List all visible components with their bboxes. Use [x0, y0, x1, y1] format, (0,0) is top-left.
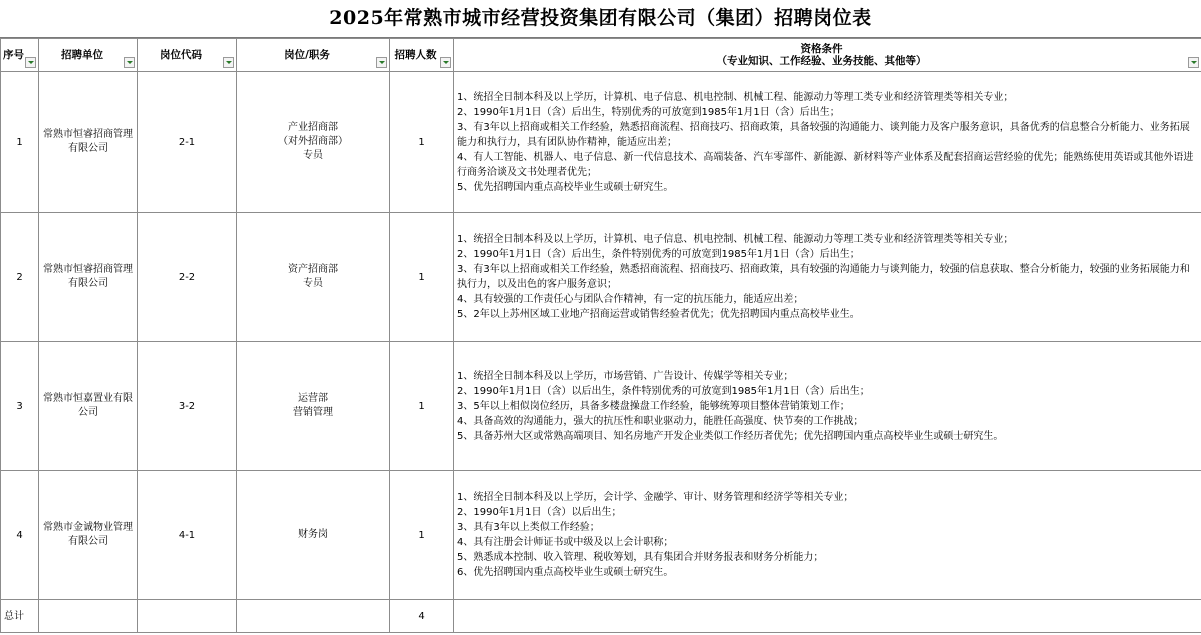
condition-line: 5、2年以上苏州区域工业地产招商运营或销售经验者优先；优先招聘国内重点高校毕业生。 [457, 309, 860, 320]
header-conditions [454, 39, 1201, 72]
unit-cell: 常熟市恒睿招商管理有限公司 [39, 213, 138, 342]
condition-line: 5、优先招聘国内重点高校毕业生或硕士研究生。 [457, 181, 674, 193]
condition-line: 3、有3年以上招商或相关工作经验，熟悉招商流程、招商技巧、招商政策，具备较强的沟通能力、谈判能力及客户服务意识，具备优秀的信息整合分析能力、业务拓展能力和执行力，具有团队协作精神，能适应出差； [457, 121, 1190, 148]
empty-cell [39, 600, 138, 633]
count-cell: 1 [390, 342, 454, 471]
total-label: 总计 [1, 600, 39, 633]
condition-line: 3、5年以上相似岗位经历，具备多楼盘操盘工作经验，能够统筹项目整体营销策划工作； [457, 400, 850, 412]
condition-line: 1、统招全日制本科及以上学历，会计学、金融学、审计、财务管理和经济学等相关专业； [457, 492, 854, 503]
empty-cell [237, 600, 390, 633]
header-count [390, 39, 454, 72]
condition-line: 4、具有注册会计师证书或中级及以上会计职称； [457, 537, 674, 548]
total-count: 4 [390, 600, 454, 633]
condition-line: 6、优先招聘国内重点高校毕业生或硕士研究生。 [457, 567, 674, 578]
unit-cell: 常熟市金诚物业管理有限公司 [39, 471, 138, 600]
header-code [138, 39, 237, 72]
filter-dropdown-icon[interactable] [376, 57, 387, 68]
condition-line: 1、统招全日制本科及以上学历，计算机、电子信息、机电控制、机械工程、能源动力等理工类专业和经济管理类等相关专业； [457, 234, 1014, 245]
condition-line: 4、有人工智能、机器人、电子信息、新一代信息技术、高端装备、汽车零部件、新能源、新材料等产业体系及配套招商运营经验的优先；能熟练使用英语或其他外语进行商务洽谈及文书处理者优先； [457, 151, 1194, 178]
conditions-cell [454, 471, 1201, 600]
position-line: 营销管理 [293, 407, 333, 418]
total-row [1, 600, 1201, 633]
position-line: 财务岗 [298, 529, 328, 540]
seq-cell: 2 [1, 213, 39, 342]
position-line: 运营部 [298, 393, 328, 404]
condition-line: 2、1990年1月1日（含）后出生，条件特别优秀的可放宽到1985年1月1日（含）后出生； [457, 249, 860, 260]
count-cell: 1 [390, 72, 454, 213]
position-line: （对外招商部） [278, 136, 348, 147]
table-row [1, 72, 1201, 213]
condition-line: 1、统招全日制本科及以上学历，市场营销、广告设计、传媒学等相关专业； [457, 370, 794, 382]
filter-dropdown-icon[interactable] [223, 57, 234, 68]
recruitment-table [0, 38, 1201, 633]
filter-dropdown-icon[interactable] [124, 57, 135, 68]
condition-line: 2、1990年1月1日（含）以后出生，条件特别优秀的可放宽到1985年1月1日（含）后出生； [457, 385, 870, 397]
empty-cell [138, 600, 237, 633]
condition-line: 4、具备高效的沟通能力，强大的抗压性和职业驱动力，能胜任高强度、快节奏的工作挑战； [457, 415, 864, 427]
condition-line: 1、统招全日制本科及以上学历，计算机、电子信息、机电控制、机械工程、能源动力等理工类专业和经济管理类等相关专业； [457, 91, 1014, 103]
position-line: 产业招商部 [288, 122, 338, 133]
header-unit [39, 39, 138, 72]
code-cell: 2-2 [138, 213, 237, 342]
condition-line: 5、具备苏州大区或常熟高端项目、知名房地产开发企业类似工作经历者优先；优先招聘国内重点高校毕业生或硕士研究生。 [457, 430, 1004, 442]
position-line: 专员 [303, 278, 323, 289]
filter-dropdown-icon[interactable] [25, 57, 36, 68]
unit-cell: 常熟市恒睿招商管理有限公司 [39, 72, 138, 213]
condition-line: 3、具有3年以上类似工作经验； [457, 522, 600, 533]
header-seq [1, 39, 39, 72]
code-cell: 3-2 [138, 342, 237, 471]
table-row [1, 342, 1201, 471]
condition-line: 5、熟悉成本控制、收入管理、税收筹划，具有集团合并财务报表和财务分析能力； [457, 552, 824, 563]
position-line: 专员 [303, 150, 323, 161]
empty-cell [454, 600, 1201, 633]
position-cell [237, 471, 390, 600]
position-cell [237, 342, 390, 471]
filter-dropdown-icon[interactable] [1188, 57, 1199, 68]
header-count-label: 招聘人数 [394, 48, 437, 61]
page-title: 2025年常熟市城市经营投资集团有限公司（集团）招聘岗位表 [0, 0, 1201, 38]
condition-line: 2、1990年1月1日（含）后出生，特别优秀的可放宽到1985年1月1日（含）后出生； [457, 106, 840, 118]
condition-line: 2、1990年1月1日（含）以后出生； [457, 507, 622, 518]
conditions-cell [454, 213, 1201, 342]
position-line: 资产招商部 [288, 264, 338, 275]
condition-line: 3、有3年以上招商或相关工作经验，熟悉招商流程、招商技巧、招商政策，具有较强的沟通能力与谈判能力，较强的信息获取、整合分析能力，较强的业务拓展能力和执行力，以及出色的客户服务意识； [457, 264, 1190, 290]
header-position-label: 岗位/职务 [284, 48, 330, 61]
header-unit-label: 招聘单位 [61, 48, 103, 61]
unit-cell: 常熟市恒嘉置业有限公司 [39, 342, 138, 471]
header-conditions-sublabel: （专业知识、工作经验、业务技能、其他等） [716, 55, 927, 67]
position-cell [237, 72, 390, 213]
filter-dropdown-icon[interactable] [440, 57, 451, 68]
table-row [1, 213, 1201, 342]
table-row [1, 471, 1201, 600]
conditions-cell [454, 72, 1201, 213]
position-cell [237, 213, 390, 342]
header-conditions-label: 资格条件 [800, 43, 843, 55]
code-cell: 4-1 [138, 471, 237, 600]
seq-cell: 4 [1, 471, 39, 600]
count-cell: 1 [390, 213, 454, 342]
code-cell: 2-1 [138, 72, 237, 213]
condition-line: 4、具有较强的工作责任心与团队合作精神，有一定的抗压能力，能适应出差； [457, 294, 804, 305]
header-position [237, 39, 390, 72]
count-cell: 1 [390, 471, 454, 600]
conditions-cell [454, 342, 1201, 471]
header-row [1, 39, 1201, 72]
header-seq-label: 序号 [3, 48, 24, 61]
header-code-label: 岗位代码 [160, 48, 202, 61]
seq-cell: 1 [1, 72, 39, 213]
seq-cell: 3 [1, 342, 39, 471]
